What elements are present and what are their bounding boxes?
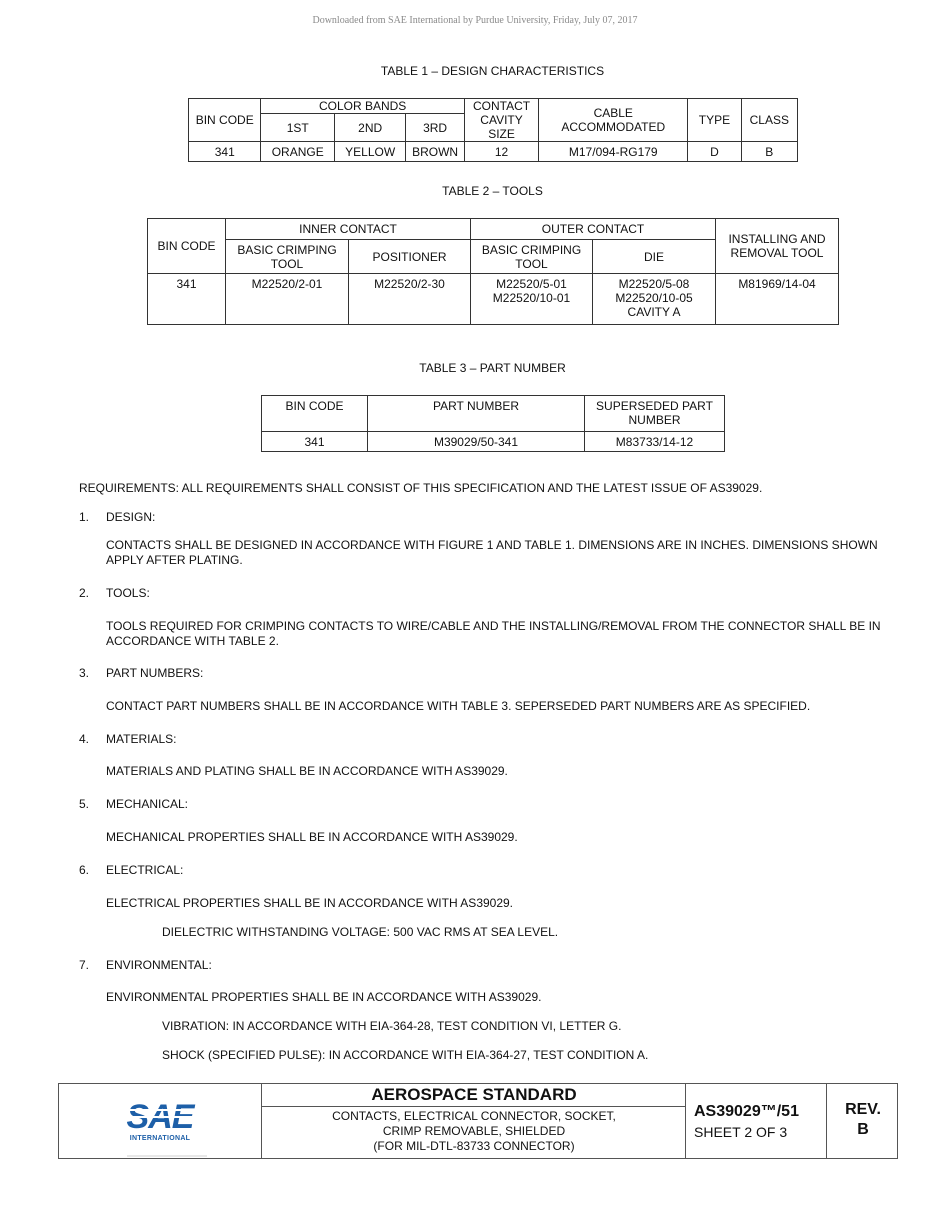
- section-3-text: CONTACT PART NUMBERS SHALL BE IN ACCORDANCE WITH TABLE 3. SEPERSEDED PART NUMBERS ARE AS SPECIFIED.: [106, 699, 811, 713]
- title-block: [58, 1083, 898, 1159]
- t2-die-line3: CAVITY A: [627, 305, 681, 319]
- t2-cell-install: M81969/14-04: [716, 274, 839, 325]
- table-row: [148, 274, 839, 325]
- t2-header-crimp-outer: BASIC CRIMPING TOOL: [471, 240, 593, 274]
- t1-header-3rd: 3RD: [406, 114, 464, 142]
- t1-header-cable: CABLE ACCOMMODATED: [539, 99, 688, 142]
- standard-title: AEROSPACE STANDARD: [262, 1084, 686, 1107]
- section-3-number: 3.: [79, 666, 90, 680]
- document-description: [262, 1109, 686, 1154]
- design-characteristics-table: [188, 98, 798, 162]
- section-7-subitem-vibration: VIBRATION: IN ACCORDANCE WITH EIA-364-28, TEST CONDITION VI, LETTER G.: [162, 1019, 622, 1033]
- t2-header-crimp-inner: BASIC CRIMPING TOOL: [226, 240, 349, 274]
- section-6-title: ELECTRICAL:: [106, 863, 184, 877]
- table-row: [262, 432, 725, 452]
- t2-cell-positioner: M22520/2-30: [349, 274, 471, 325]
- part-number-table: [261, 395, 725, 452]
- sae-logo-mark: SAE: [126, 1098, 194, 1136]
- revision-value: B: [857, 1121, 869, 1138]
- section-1-text: CONTACTS SHALL BE DESIGNED IN ACCORDANCE WITH FIGURE 1 AND TABLE 1. DIMENSIONS ARE IN INCHES. DIMENSIONS SHOWN APPLY AFTER PLATING.: [106, 538, 878, 567]
- table1-title: TABLE 1 – DESIGN CHARACTERISTICS: [380, 64, 605, 78]
- t1-cell-size: 12: [464, 142, 538, 162]
- section-6-number: 6.: [79, 863, 90, 877]
- t2-die-line2: M22520/10-05: [615, 291, 693, 305]
- t2-outer-crimp-line1: M22520/5-01: [496, 277, 567, 291]
- t1-cell-class: B: [741, 142, 797, 162]
- t2-header-die: DIE: [593, 240, 716, 274]
- tools-table: [147, 218, 839, 325]
- t1-header-2nd: 2ND: [334, 114, 405, 142]
- sheet-number: SHEET 2 OF 3: [694, 1124, 788, 1140]
- t3-header-part: PART NUMBER: [368, 396, 585, 432]
- document-number: AS39029™/51: [694, 1103, 799, 1120]
- t2-cell-bin: 341: [148, 274, 226, 325]
- t2-header-outer: OUTER CONTACT: [471, 219, 716, 240]
- sae-logo: [59, 1084, 261, 1158]
- t1-cell-cable: M17/094-RG179: [539, 142, 688, 162]
- t1-cell-type: D: [688, 142, 741, 162]
- t3-cell-bin: 341: [262, 432, 368, 452]
- revision: [828, 1100, 898, 1140]
- description-line-1: CONTACTS, ELECTRICAL CONNECTOR, SOCKET,: [332, 1109, 616, 1123]
- section-2-title: TOOLS:: [106, 586, 150, 600]
- t1-cell-bin: 341: [189, 142, 261, 162]
- section-1-title: DESIGN:: [106, 510, 156, 524]
- section-7-number: 7.: [79, 958, 90, 972]
- section-4-text: MATERIALS AND PLATING SHALL BE IN ACCORDANCE WITH AS39029.: [106, 764, 508, 778]
- t1-header-color-bands: COLOR BANDS: [261, 99, 464, 114]
- section-4-number: 4.: [79, 732, 90, 746]
- requirements-statement: REQUIREMENTS: ALL REQUIREMENTS SHALL CONSIST OF THIS SPECIFICATION AND THE LATEST ISSUE OF AS39029.: [79, 481, 763, 495]
- t1-header-bin: BIN CODE: [189, 99, 261, 142]
- section-6-subitem: DIELECTRIC WITHSTANDING VOLTAGE: 500 VAC RMS AT SEA LEVEL.: [162, 925, 559, 939]
- section-7-title: ENVIRONMENTAL:: [106, 958, 212, 972]
- sae-logo-subtext: INTERNATIONAL: [129, 1135, 191, 1142]
- t1-header-contact-size: CONTACT CAVITY SIZE: [464, 99, 538, 142]
- t3-header-superseded: SUPERSEDED PART NUMBER: [585, 396, 725, 432]
- t1-header-class: CLASS: [741, 99, 797, 142]
- section-5-number: 5.: [79, 797, 90, 811]
- section-7-subitem-shock: SHOCK (SPECIFIED PULSE): IN ACCORDANCE WITH EIA-364-27, TEST CONDITION A.: [162, 1048, 649, 1062]
- description-line-2: CRIMP REMOVABLE, SHIELDED: [382, 1124, 566, 1138]
- section-3-title: PART NUMBERS:: [106, 666, 204, 680]
- t1-header-1st: 1ST: [261, 114, 334, 142]
- table3-title: TABLE 3 – PART NUMBER: [419, 361, 566, 375]
- section-5-title: MECHANICAL:: [106, 797, 189, 811]
- section-2-number: 2.: [79, 586, 90, 600]
- revision-label: REV.: [845, 1101, 881, 1118]
- t2-cell-die: [593, 274, 716, 325]
- t2-die-line1: M22520/5-08: [618, 277, 690, 291]
- t1-cell-1st: ORANGE: [261, 142, 334, 162]
- table2-title: TABLE 2 – TOOLS: [442, 184, 543, 198]
- section-1-number: 1.: [79, 510, 90, 524]
- t3-header-bin: BIN CODE: [262, 396, 368, 432]
- t2-header-bin: BIN CODE: [148, 219, 226, 274]
- t2-outer-crimp-line2: M22520/10-01: [492, 291, 571, 305]
- table-row: [189, 142, 798, 162]
- section-7-text: ENVIRONMENTAL PROPERTIES SHALL BE IN ACCORDANCE WITH AS39029.: [106, 990, 542, 1004]
- section-2-text: TOOLS REQUIRED FOR CRIMPING CONTACTS TO WIRE/CABLE AND THE INSTALLING/REMOVAL FROM THE CONNECTOR SHALL BE IN ACCORDANCE WITH TABLE 2.: [106, 619, 881, 648]
- t2-header-inner: INNER CONTACT: [226, 219, 471, 240]
- section-6-text: ELECTRICAL PROPERTIES SHALL BE IN ACCORDANCE WITH AS39029.: [106, 896, 514, 910]
- t1-header-type: TYPE: [688, 99, 741, 142]
- description-line-3: (FOR MIL-DTL-83733 CONNECTOR): [373, 1139, 575, 1153]
- t1-cell-2nd: YELLOW: [334, 142, 405, 162]
- t2-header-install: INSTALLING AND REMOVAL TOOL: [716, 219, 839, 274]
- t3-cell-part: M39029/50-341: [368, 432, 585, 452]
- t1-cell-3rd: BROWN: [406, 142, 464, 162]
- section-4-title: MATERIALS:: [106, 732, 177, 746]
- t2-header-positioner: POSITIONER: [349, 240, 471, 274]
- section-5-text: MECHANICAL PROPERTIES SHALL BE IN ACCORDANCE WITH AS39029.: [106, 830, 518, 844]
- t2-cell-inner-crimp: M22520/2-01: [226, 274, 349, 325]
- download-watermark: Downloaded from SAE International by Purdue University, Friday, July 07, 2017: [312, 15, 638, 26]
- t2-cell-outer-crimp: [471, 274, 593, 325]
- t3-cell-superseded: M83733/14-12: [585, 432, 725, 452]
